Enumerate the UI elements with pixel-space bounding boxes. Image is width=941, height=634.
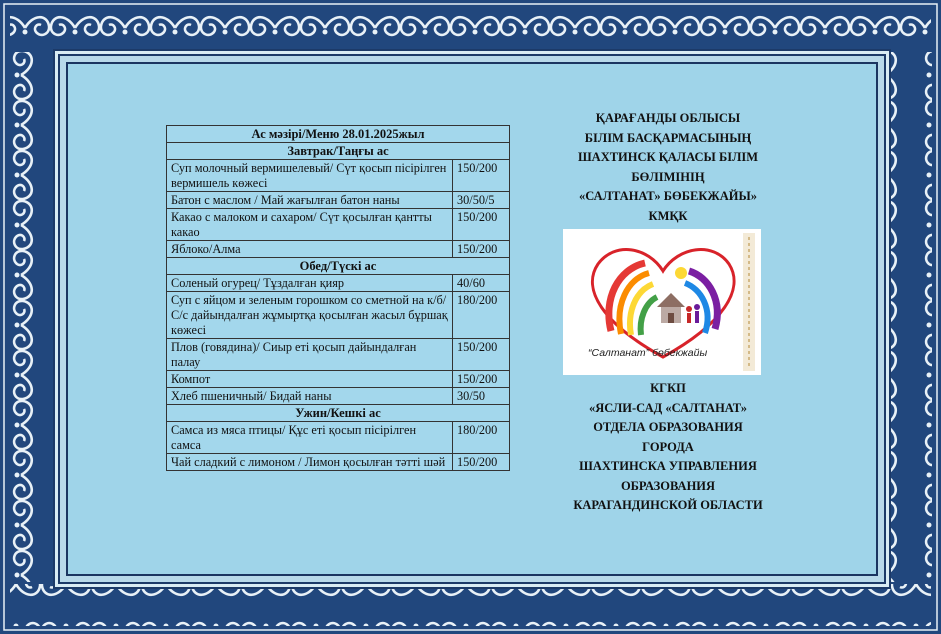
- meal-section-heading: Обед/Түскі ас: [167, 258, 510, 275]
- portion-size: 40/60: [453, 275, 510, 292]
- org-kz-line: «САЛТАНАТ» БӨБЕКЖАЙЫ»: [578, 189, 758, 203]
- menu-item-row: [167, 292, 510, 339]
- dish-name: Компот: [167, 371, 453, 388]
- meal-section-heading: Завтрак/Таңғы ас: [167, 143, 510, 160]
- org-kz-line: БІЛІМ БАСҚАРМАСЫНЫҢ: [584, 130, 752, 145]
- dish-name: Суп молочный вермишелевый/ Сүт қосып пісірілген вермишель көжесі: [167, 160, 453, 192]
- portion-size: 150/200: [453, 339, 510, 371]
- org-ru-line: ШАХТИНСКА УПРАВЛЕНИЯ: [579, 459, 757, 473]
- logo-caption: “Салтанат” бөбекжайы: [588, 347, 708, 359]
- dish-name: Чай сладкий с лимоном / Лимон қосылған тәтті шәй: [167, 454, 453, 471]
- org-ru-line: ГОРОДА: [642, 439, 694, 454]
- portion-size: 150/200: [453, 160, 510, 192]
- dish-name: Батон с маслом / Май жағылған батон наны: [167, 192, 453, 209]
- menu-item-row: [167, 160, 510, 192]
- menu-item-row: [167, 388, 510, 405]
- org-ru-line: ОБРАЗОВАНИЯ: [620, 478, 716, 493]
- menu-item-row: [167, 241, 510, 258]
- menu-title: Ас мәзірі/Меню 28.01.2025жыл: [167, 126, 510, 143]
- dish-name: Какао с малоком и сахаром/ Сүт қосылған қантты какао: [167, 209, 453, 241]
- org-ru-line: КАРАГАНДИНСКОЙ ОБЛАСТИ: [573, 498, 763, 512]
- dish-name: Яблоко/Алма: [167, 241, 453, 258]
- menu-item-row: [167, 275, 510, 292]
- dish-name: Самса из мяса птицы/ Құс еті қосып пісірілген самса: [167, 422, 453, 454]
- portion-size: 30/50/5: [453, 192, 510, 209]
- menu-item-row: [167, 209, 510, 241]
- dish-name: Хлеб пшеничный/ Бидай наны: [167, 388, 453, 405]
- menu-table: [166, 125, 510, 471]
- portion-size: 150/200: [453, 371, 510, 388]
- menu-item-row: [167, 422, 510, 454]
- portion-size: 150/200: [453, 454, 510, 471]
- portion-size: 180/200: [453, 422, 510, 454]
- menu-item-row: [167, 454, 510, 471]
- menu-item-row: [167, 339, 510, 371]
- org-ru-line: ОТДЕЛА ОБРАЗОВАНИЯ: [593, 420, 743, 434]
- portion-size: 150/200: [453, 241, 510, 258]
- dish-name: Плов (говядина)/ Сиыр еті қосып дайындалған палау: [167, 339, 453, 371]
- org-kz-line: ҚАРАҒАНДЫ ОБЛЫСЫ: [595, 111, 741, 125]
- org-name-kazakh: [556, 109, 780, 226]
- dish-name: Соленый огурец/ Тұздалған қияр: [167, 275, 453, 292]
- portion-size: 180/200: [453, 292, 510, 339]
- meal-section-heading: Ужин/Кешкі ас: [167, 405, 510, 422]
- portion-size: 150/200: [453, 209, 510, 241]
- portion-size: 30/50: [453, 388, 510, 405]
- org-ru-line: «ЯСЛИ-САД «САЛТАНАТ»: [588, 400, 747, 415]
- menu-item-row: [167, 371, 510, 388]
- kindergarten-logo: [563, 229, 761, 375]
- org-ru-line: КГКП: [650, 381, 686, 395]
- org-kz-line: БӨЛІМІНІҢ: [631, 169, 705, 184]
- dish-name: Суп с яйцом и зеленым горошком со сметной на к/б/ С/с дайындалған жұмыртқа қосылған жасыл бұршақ көжесі: [167, 292, 453, 339]
- org-kz-line: ШАХТИНСК ҚАЛАСЫ БІЛІМ: [577, 150, 759, 164]
- org-kz-line: КМҚК: [648, 208, 688, 223]
- menu-item-row: [167, 192, 510, 209]
- org-name-russian: [556, 379, 780, 516]
